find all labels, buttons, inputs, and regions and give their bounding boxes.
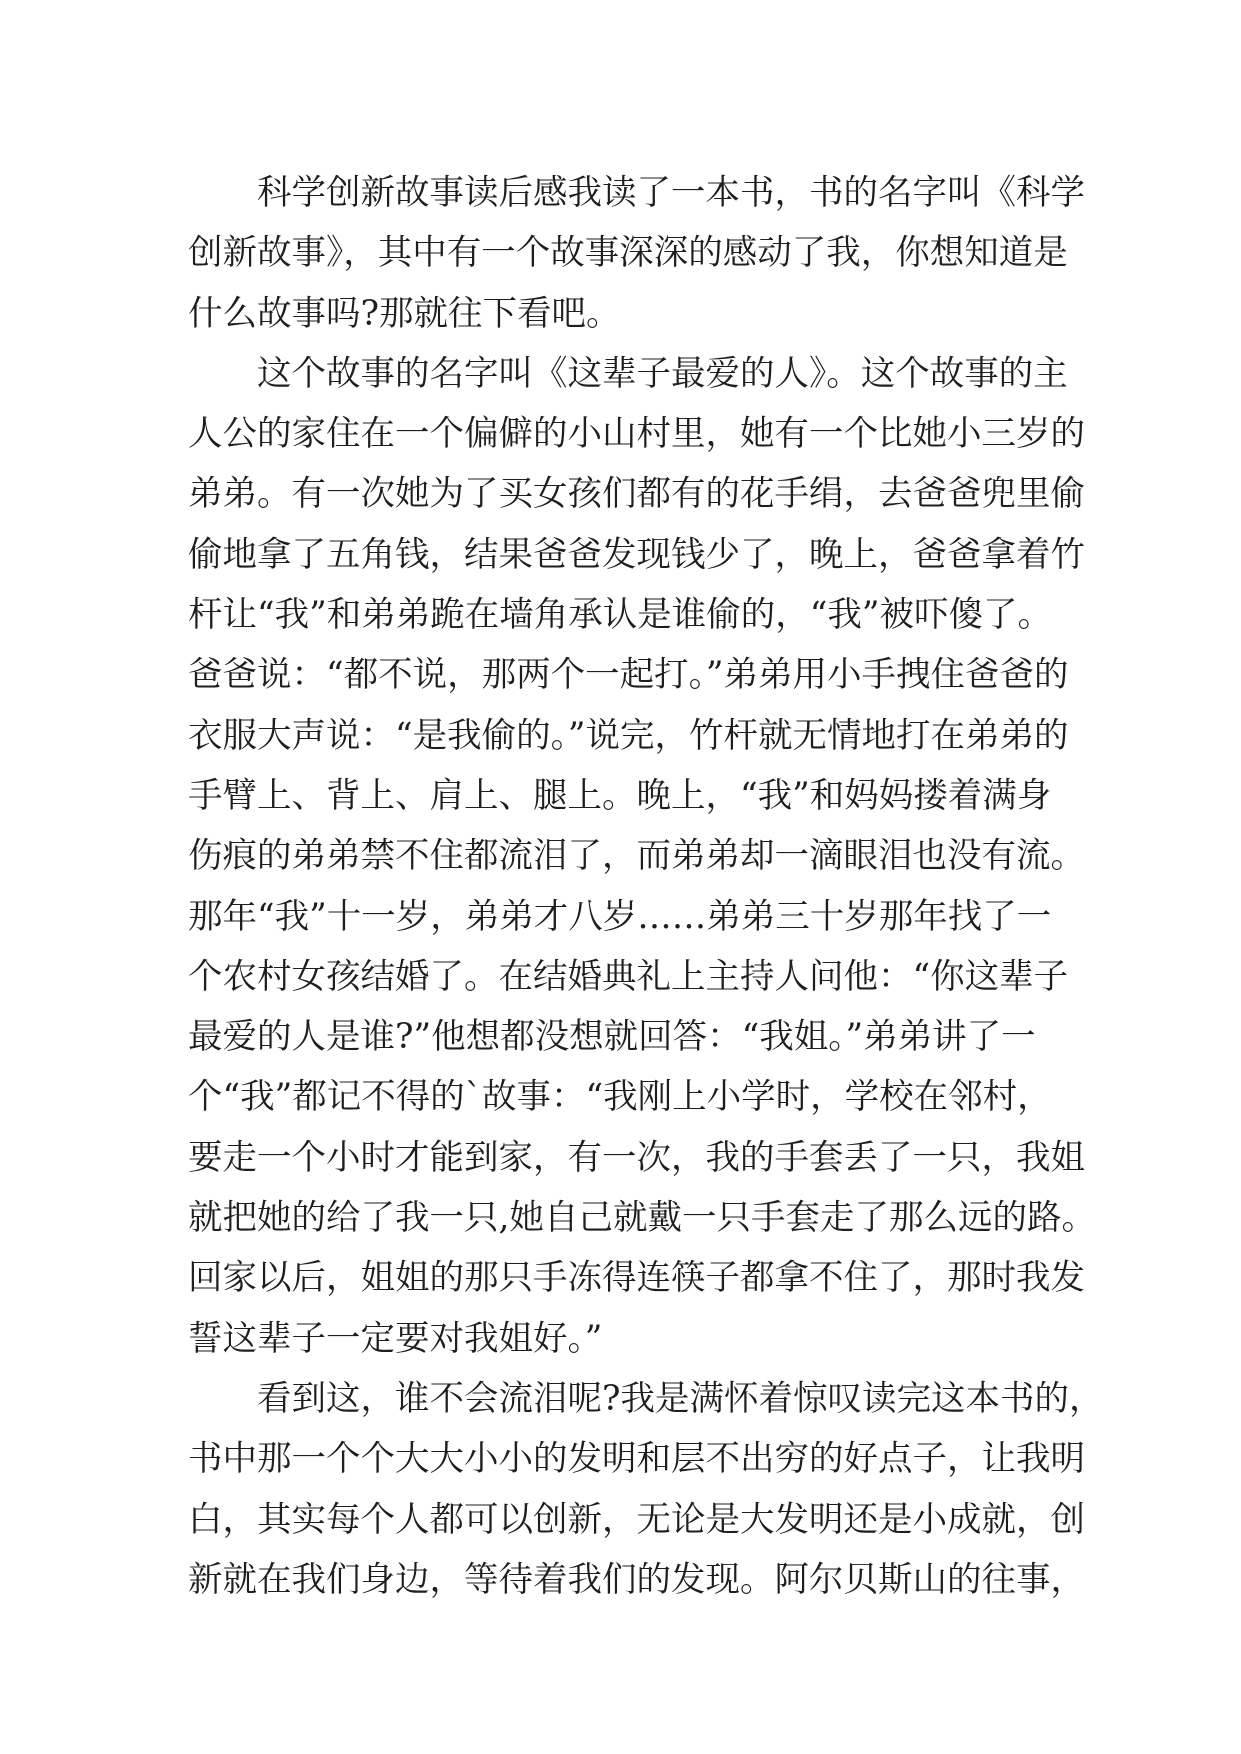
text-line: 什么故事吗?那就往下看吧。: [188, 293, 621, 334]
text-line: 那年“我”十一岁，弟弟才八岁……弟弟三十岁那年找了一: [188, 896, 1052, 937]
text-line: 杆让“我”和弟弟跪在墙角承认是谁偷的，“我”被吓傻了。: [188, 595, 1053, 636]
text-line: 爸爸说：“都不说，那两个一起打。”弟弟用小手拽住爸爸的: [188, 655, 1069, 696]
text-line: 创新故事》，其中有一个故事深深的感动了我，你想知道是: [188, 233, 1068, 274]
text-line: 看到这，谁不会流泪呢?我是满怀着惊叹读完这本书的，: [257, 1378, 1104, 1419]
text-line: 手臂上、背上、肩上、腿上。晚上，“我”和妈妈搂着满身: [188, 775, 1052, 816]
text-line: 伤痕的弟弟禁不住都流泪了，而弟弟却一滴眼泪也没有流。: [188, 836, 1085, 877]
text-line: 誓这辈子一定要对我姐好。”: [188, 1318, 603, 1359]
essay-body: [188, 163, 1104, 1610]
text-line: 新就在我们身边，等待着我们的发现。阿尔贝斯山的往事，: [188, 1559, 1085, 1600]
text-line: 最爱的人是谁?”他想都没想就回答：“我姐。”弟弟讲了一: [188, 1017, 1036, 1058]
text-line: 科学创新故事读后感我读了一本书，书的名字叫《科学: [257, 173, 1085, 213]
text-line: 弟弟。有一次她为了买女孩们都有的花手绢，去爸爸兜里偷: [188, 474, 1085, 515]
text-line: 偷地拿了五角钱，结果爸爸发现钱少了，晚上，爸爸拿着竹: [188, 534, 1085, 575]
text-line: 书中那一个个大大小小的发明和层不出穷的好点子，让我明: [188, 1439, 1085, 1480]
text-line: 要走一个小时才能到家，有一次，我的手套丢了一只，我姐: [188, 1137, 1085, 1178]
text-line: 回家以后，姐姐的那只手冻得连筷子都拿不住了，那时我发: [188, 1258, 1085, 1299]
text-line: 就把她的给了我一只,她自己就戴一只手套走了那么远的路。: [188, 1198, 1096, 1239]
paragraph-1: [188, 163, 1085, 344]
text-line: 人公的家住在一个偏僻的小山村里，她有一个比她小三岁的: [188, 414, 1085, 455]
text-line: 个农村女孩结婚了。在结婚典礼上主持人问他：“你这辈子: [188, 956, 1069, 997]
text-line: 个“我”都记不得的`故事：“我刚上小学时，学校在邻村，: [188, 1077, 1052, 1118]
text-line: 白，其实每个人都可以创新，无论是大发明还是小成就，创: [188, 1499, 1085, 1540]
text-line: 这个故事的名字叫《这辈子最爱的人》。这个故事的主: [257, 353, 1068, 394]
paragraph-3: [188, 1369, 1104, 1610]
text-line: 衣服大声说：“是我偷的。”说完，竹杆就无情地打在弟弟的: [188, 715, 1069, 756]
paragraph-2: [188, 344, 1096, 1369]
